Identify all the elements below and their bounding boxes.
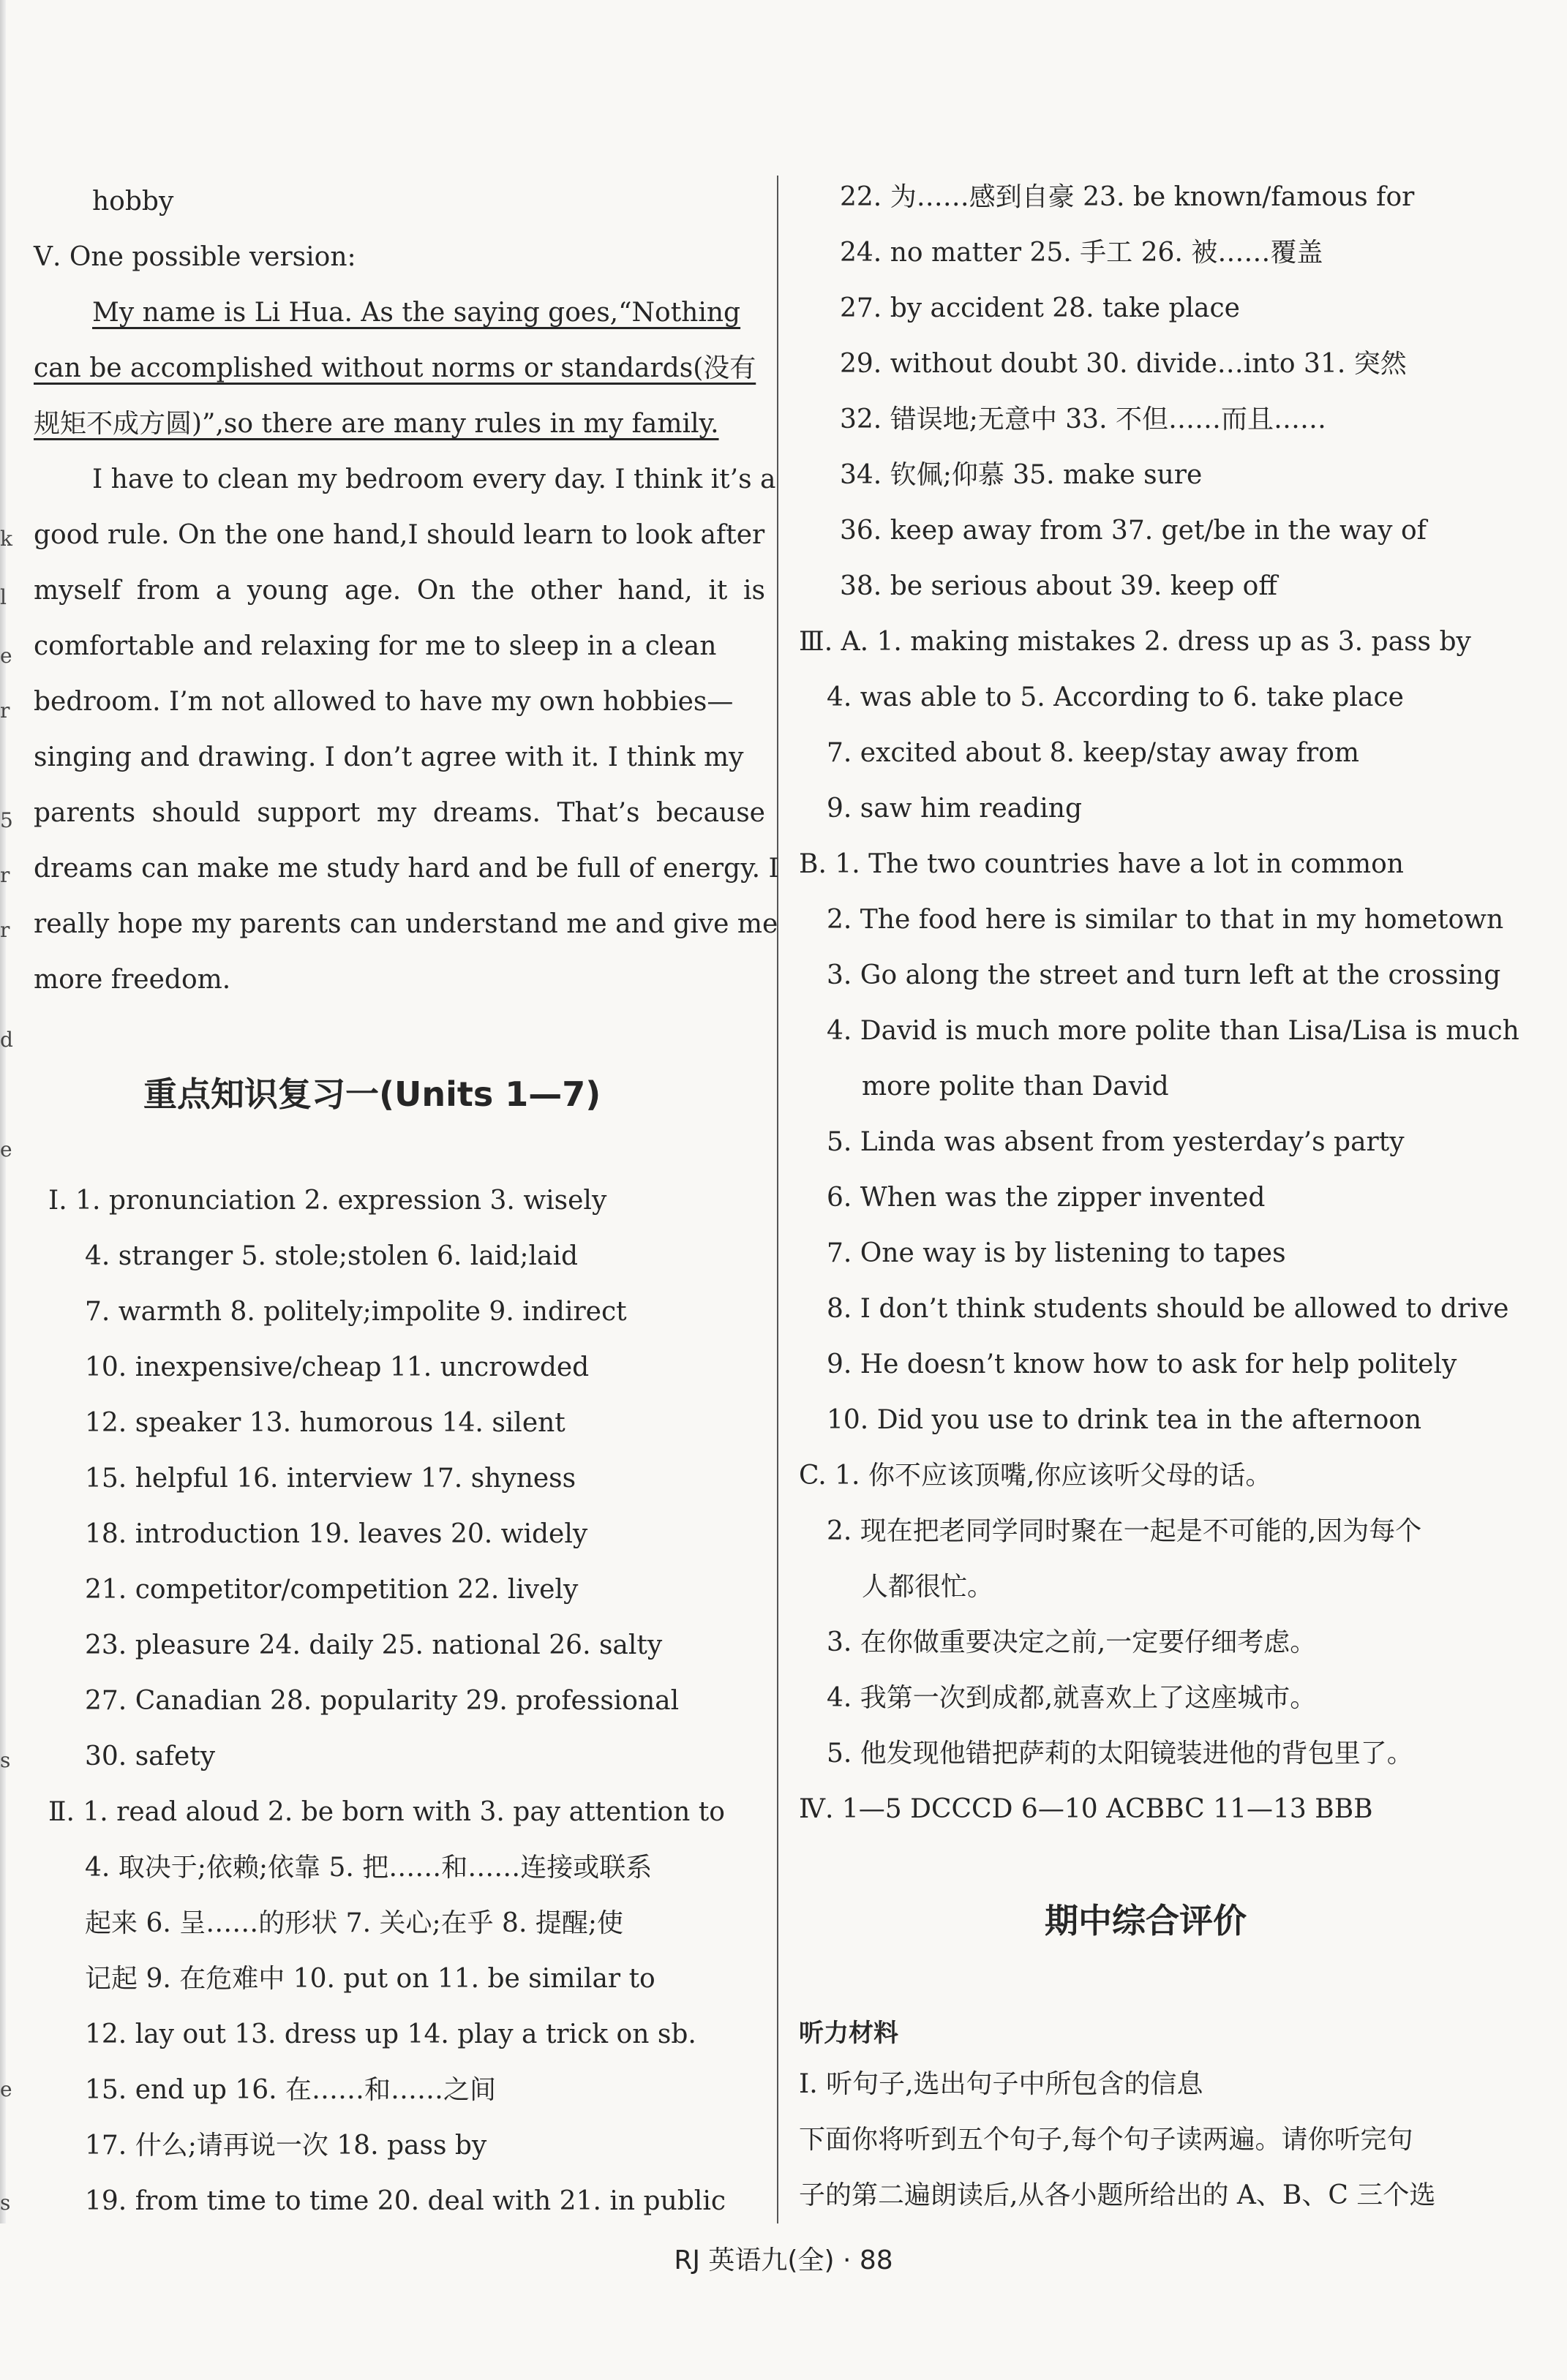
answer-line: 人都很忙。 <box>862 1572 994 1602</box>
answer-line: 5. Linda was absent from yesterday’s party <box>827 1127 1405 1157</box>
right-column <box>790 0 1551 2223</box>
answer-line: 2. 现在把老同学同时聚在一起是不可能的,因为每个 <box>827 1516 1422 1546</box>
answer-line: 8. I don’t think students should be allowed to drive <box>827 1294 1509 1324</box>
essay-line: really hope my parents can understand me and give me <box>34 909 778 939</box>
essay-line: singing and drawing. I don’t agree with it. I think my <box>34 742 744 772</box>
margin-letter: e <box>0 644 12 668</box>
margin-letter: s <box>0 2191 11 2215</box>
essay-line: I have to clean my bedroom every day. I think it’s a <box>92 464 776 494</box>
answer-line: 4. 取决于;依赖;依靠 5. 把……和……连接或联系 <box>85 1853 653 1883</box>
answer-line: 27. by accident 28. take place <box>840 293 1240 323</box>
margin-letter: 5 <box>0 808 13 832</box>
column-divider <box>777 176 778 2223</box>
margin-letter: e <box>0 2077 12 2101</box>
essay-line: can be accomplished without norms or standards(没有 <box>34 353 756 383</box>
margin-letter: r <box>0 863 10 887</box>
answer-line: 12. speaker 13. humorous 14. silent <box>85 1408 565 1438</box>
answer-line: 15. helpful 16. interview 17. shyness <box>85 1464 576 1494</box>
page-edge-shadow <box>0 0 6 2223</box>
answer-line: 7. excited about 8. keep/stay away from <box>827 738 1360 768</box>
margin-letter: r <box>0 698 10 723</box>
essay-line: bedroom. I’m not allowed to have my own hobbies— <box>34 687 734 717</box>
listening-line: Ⅰ. 听句子,选出句子中所包含的信息 <box>799 2069 1203 2099</box>
answer-line: 22. 为……感到自豪 23. be known/famous for <box>840 182 1415 212</box>
answer-line: 15. end up 16. 在……和……之间 <box>85 2075 497 2105</box>
answer-line: 32. 错误地;无意中 33. 不但……而且…… <box>840 404 1326 434</box>
answer-line: 24. no matter 25. 手工 26. 被……覆盖 <box>840 238 1323 268</box>
answer-line: 4. David is much more polite than Lisa/Lisa is much <box>827 1016 1519 1046</box>
essay-line: dreams can make me study hard and be full of energy. I <box>34 854 779 884</box>
answer-line: Ⅳ. 1—5 DCCCD 6—10 ACBBC 11—13 BBB <box>799 1794 1373 1824</box>
margin-letter: k <box>0 527 12 551</box>
answer-line: 23. pleasure 24. daily 25. national 26. salty <box>85 1630 663 1660</box>
essay-line: parents should support my dreams. That’s because <box>34 798 765 828</box>
answer-line: B. 1. The two countries have a lot in common <box>799 849 1404 879</box>
essay-line: myself from a young age. On the other hand, it is <box>34 576 765 606</box>
answer-line: 36. keep away from 37. get/be in the way of <box>840 516 1427 546</box>
answer-line: 29. without doubt 30. divide…into 31. 突然 <box>840 349 1407 379</box>
margin-letter: d <box>0 1028 13 1052</box>
essay-line: 规矩不成方圆)”,so there are many rules in my family. <box>34 409 719 439</box>
answer-line: 12. lay out 13. dress up 14. play a trick on sb. <box>85 2019 696 2049</box>
answer-line: 3. Go along the street and turn left at the crossing <box>827 960 1501 990</box>
essay-line: good rule. On the one hand,I should learn to look after <box>34 520 765 550</box>
answer-line: 4. was able to 5. According to 6. take place <box>827 682 1404 712</box>
section-title: 重点知识复习一(Units 1—7) <box>143 1074 601 1114</box>
answer-line: 4. 我第一次到成都,就喜欢上了这座城市。 <box>827 1683 1317 1713</box>
essay-line: more freedom. <box>34 965 231 995</box>
answer-line: 2. The food here is similar to that in my hometown <box>827 905 1504 935</box>
answer-line: more polite than David <box>862 1072 1169 1101</box>
section-title-midterm: 期中综合评价 <box>1045 1901 1247 1940</box>
margin-letter: r <box>0 918 10 942</box>
essay-line: comfortable and relaxing for me to sleep in a clean <box>34 631 717 661</box>
page-footer: RJ 英语九(全) · 88 <box>674 2245 893 2275</box>
answer-line: 19. from time to time 20. deal with 21. in public <box>85 2186 726 2216</box>
answer-line: 6. When was the zipper invented <box>827 1183 1266 1213</box>
answer-line: 34. 钦佩;仰慕 35. make sure <box>840 460 1203 490</box>
answer-line: Ⅱ. 1. read aloud 2. be born with 3. pay attention to <box>48 1797 725 1827</box>
listening-line: 子的第二遍朗读后,从各小题所给出的 A、B、C 三个选 <box>799 2180 1436 2210</box>
version-heading: Ⅴ. One possible version: <box>34 242 356 272</box>
answer-line: 27. Canadian 28. popularity 29. professional <box>85 1686 680 1716</box>
text-line: hobby <box>92 187 174 216</box>
answer-line: C. 1. 你不应该顶嘴,你应该听父母的话。 <box>799 1461 1272 1491</box>
answer-line: 5. 他发现他错把萨莉的太阳镜装进他的背包里了。 <box>827 1739 1413 1769</box>
answer-line: Ⅲ. A. 1. making mistakes 2. dress up as 3. pass by <box>799 627 1471 657</box>
left-column <box>34 0 779 2223</box>
margin-letter: l <box>0 585 7 609</box>
answer-line: 21. competitor/competition 22. lively <box>85 1575 579 1605</box>
answer-line: 9. He doesn’t know how to ask for help politely <box>827 1349 1457 1379</box>
answer-line: Ⅰ. 1. pronunciation 2. expression 3. wisely <box>48 1186 607 1216</box>
answer-line: 7. One way is by listening to tapes <box>827 1238 1286 1268</box>
answer-line: 7. warmth 8. politely;impolite 9. indirect <box>85 1297 627 1327</box>
answer-line: 10. Did you use to drink tea in the afternoon <box>827 1405 1422 1435</box>
answer-line: 记起 9. 在危难中 10. put on 11. be similar to <box>85 1964 655 1994</box>
listening-heading: 听力材料 <box>799 2019 898 2048</box>
answer-line: 10. inexpensive/cheap 11. uncrowded <box>85 1352 590 1382</box>
margin-letter: s <box>0 1748 11 1772</box>
answer-line: 4. stranger 5. stole;stolen 6. laid;laid <box>85 1241 578 1271</box>
answer-line: 17. 什么;请再说一次 18. pass by <box>85 2131 487 2161</box>
answer-line: 起来 6. 呈……的形状 7. 关心;在乎 8. 提醒;使 <box>85 1908 623 1938</box>
margin-letter: e <box>0 1137 12 1161</box>
listening-line: 下面你将听到五个句子,每个句子读两遍。请你听完句 <box>799 2125 1413 2155</box>
essay-line: My name is Li Hua. As the saying goes,“Nothing <box>92 298 741 328</box>
answer-line: 3. 在你做重要决定之前,一定要仔细考虑。 <box>827 1627 1317 1657</box>
answer-line: 18. introduction 19. leaves 20. widely <box>85 1519 588 1549</box>
answer-line: 38. be serious about 39. keep off <box>840 571 1277 601</box>
answer-line: 30. safety <box>85 1741 216 1771</box>
answer-line: 9. saw him reading <box>827 794 1083 824</box>
